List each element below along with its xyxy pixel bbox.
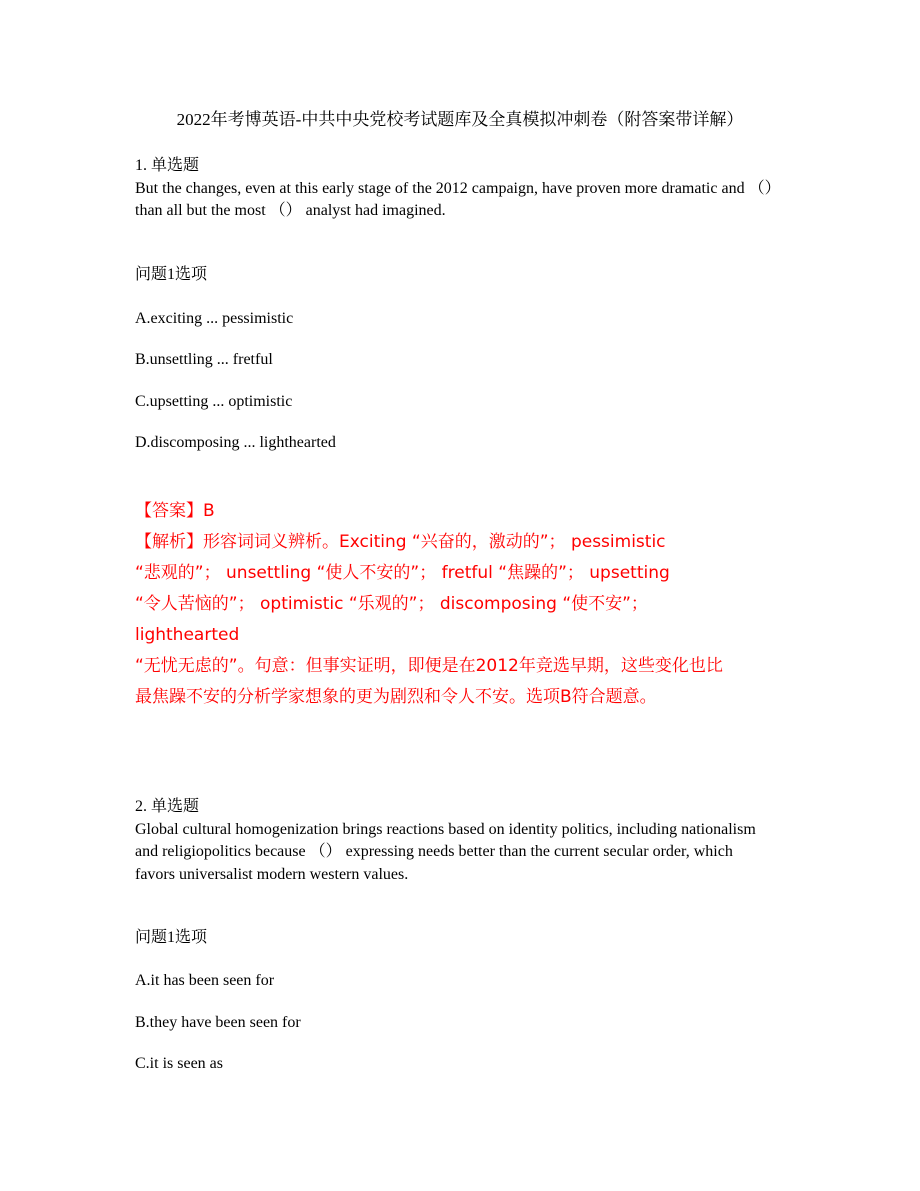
page-title: 2022年考博英语-中共中央党校考试题库及全真模拟冲刺卷（附答案带详解） <box>176 110 744 129</box>
option-a[interactable]: A.it has been seen for <box>135 972 275 989</box>
explanation-line: 最焦躁不安的分析学家想象的更为剧烈和令人不安。选项B符合题意。 <box>135 687 657 707</box>
options-label: 问题1选项 <box>135 929 208 946</box>
explanation-line: “令人苦恼的”； optimistic “乐观的”； discomposing “使不安”； <box>135 594 648 614</box>
explanation-line: 【解析】形容词词义辨析。Exciting “兴奋的，激动的”； pessimistic <box>135 532 666 552</box>
option-b[interactable]: B.unsettling ... fretful <box>135 351 273 368</box>
question-header: 2. 单选题 <box>135 798 200 815</box>
option-c[interactable]: C.upsetting ... optimistic <box>135 393 293 410</box>
option-d[interactable]: D.discomposing ... lighthearted <box>135 434 336 451</box>
option-a[interactable]: A.exciting ... pessimistic <box>135 310 294 327</box>
question-1 <box>135 155 775 223</box>
answer-explanation <box>135 496 785 713</box>
answer-label: 【答案】B <box>135 501 215 521</box>
options-label: 问题1选项 <box>135 266 208 283</box>
explanation-line: lighthearted <box>135 625 240 645</box>
explanation-line: “无忧无虑的”。句意：但事实证明，即便是在2012年竞选早期，这些变化也比 <box>135 656 723 676</box>
question-text: Global cultural homogenization brings reactions based on identity politics, including nationalism and religiopolitics because （） expressing needs better than the current secular order, which favors universalist modern western values. <box>135 820 756 883</box>
option-b[interactable]: B.they have been seen for <box>135 1014 301 1031</box>
option-c[interactable]: C.it is seen as <box>135 1055 223 1072</box>
explanation-line: “悲观的”； unsettling “使人不安的”； fretful “焦躁的”； upsetting <box>135 563 670 583</box>
question-text: But the changes, even at this early stage of the 2012 campaign, have proven more dramatic and （）than all but the most （） analyst had imagined. <box>135 179 773 219</box>
question-2 <box>135 796 775 886</box>
question-header: 1. 单选题 <box>135 157 200 174</box>
